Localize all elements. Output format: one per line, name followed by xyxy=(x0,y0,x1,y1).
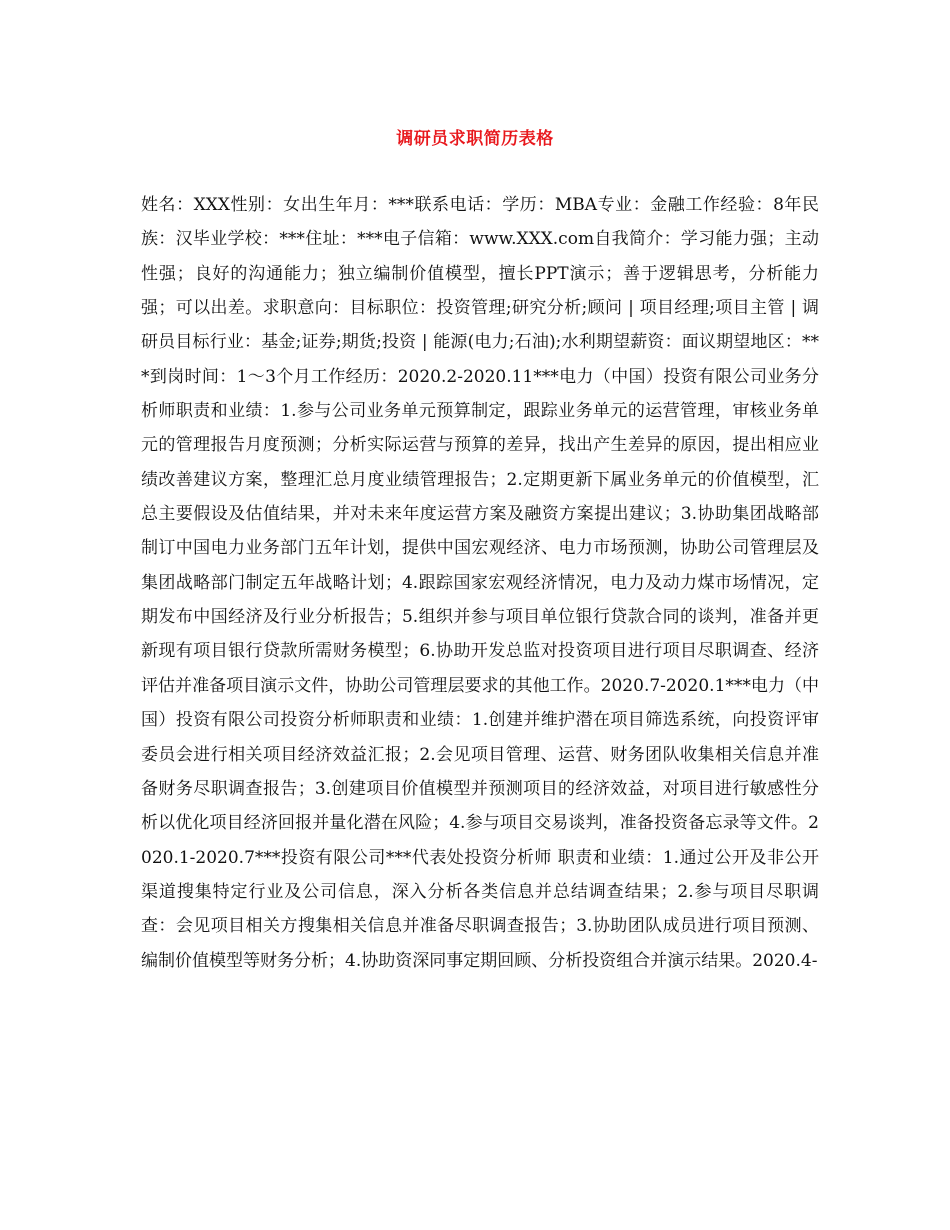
document-title: 调研员求职简历表格 xyxy=(396,129,554,149)
resume-body-text: 姓名：XXX性别：女出生年月：***联系电话：学历：MBA专业：金融工作经验：8年民族：汉毕业学校：***住址：***电子信箱：www.XXX.com自我简介：学习能力强；主动性强；良好的沟通能力；独立编制价值模型，擅长PPT演示；善于逻辑思考，分析能力强；可以出差。求职意向：目标职位：投资管理;研究分析;顾问 | 项目经理;项目主管 | 调研员目标行业：基金;证券;期货;投资 | 能源(电力;石油);水利期望薪资：面议期望地区：***到岗时间：1～3个月工作经历：2020.2-2020.11***电力（中国）投资有限公司业务分析师职责和业绩：1.参与公司业务单元预算制定，跟踪业务单元的运营管理，审核业务单元的管理报告月度预测；分析实际运营与预算的差异，找出产生差异的原因，提出相应业绩改善建议方案，整理汇总月度业绩管理报告；2.定期更新下属业务单元的价值模型，汇总主要假设及估值结果，并对未来年度运营方案及融资方案提出建议；3.协助集团战略部制订中国电力业务部门五年计划，提供中国宏观经济、电力市场预测，协助公司管理层及集团战略部门制定五年战略计划；4.跟踪国家宏观经济情况，电力及动力煤市场情况，定期发布中国经济及行业分析报告；5.组织并参与项目单位银行贷款合同的谈判，准备并更新现有项目银行贷款所需财务模型；6.协助开发总监对投资项目进行项目尽职调查、经济评估并准备项目演示文件，协助公司管理层要求的其他工作。2020.7-2020.1***电力（中国）投资有限公司投资分析师职责和业绩：1.创建并维护潜在项目筛选系统，向投资评审委员会进行相关项目经济效益汇报；2.会见项目管理、运营、财务团队收集相关信息并准备财务尽职调查报告；3.创建项目价值模型并预测项目的经济效益，对项目进行敏感性分析以优化项目经济回报并量化潜在风险；4.参与项目交易谈判，准备投资备忘录等文件。2020.1-2020.7***投资有限公司***代表处投资分析师 职责和业绩：1.通过公开及非公开渠道搜集特定行业及公司信息，深入分析各类信息并总结调查结果；2.参与项目尽职调查：会见项目相关方搜集相关信息并准备尽职调查报告；3.协助团队成员进行项目预测、编制价值模型等财务分析；4.协助资深同事定期回顾、分析投资组合并演示结果。2020.4- xyxy=(141,195,819,971)
